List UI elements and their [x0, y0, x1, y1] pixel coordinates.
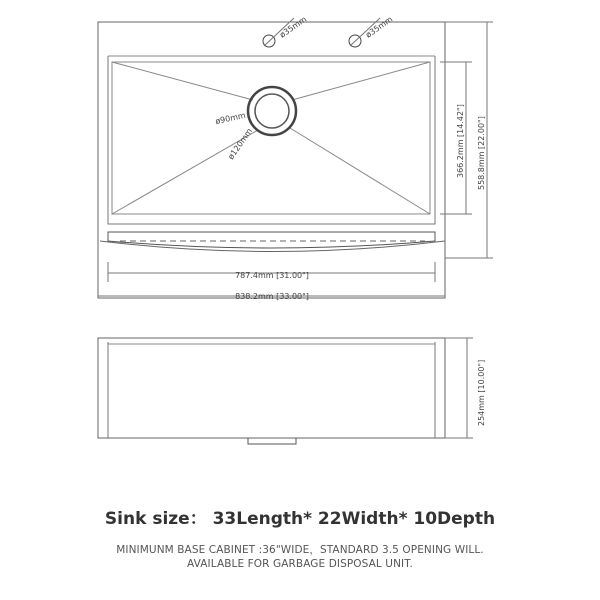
label-drain-inner: ø90mm: [214, 110, 247, 126]
label-bowl-depth: 366.2mm [14.42"]: [456, 104, 465, 178]
top-view: [98, 18, 493, 298]
slope-line: [292, 62, 430, 100]
sink-outer-outline: [98, 22, 445, 298]
drain-inner-ring: [255, 94, 289, 128]
cabinet-note: MINIMUNM BASE CABINET :36"WIDE，STANDARD 3.5 OPENING WILL.: [116, 544, 484, 556]
slope-line: [112, 62, 253, 100]
label-drain-outer: ø120mm: [226, 126, 255, 162]
label-overall-length: 838.2mm [33.00"]: [235, 292, 309, 301]
front-outer-outline: [98, 338, 445, 438]
bowl-outline: [108, 56, 435, 224]
disposal-note: AVAILABLE FOR GARBAGE DISPOSAL UNIT.: [187, 558, 413, 570]
label-hole-left: ø35mm: [277, 14, 309, 40]
label-bowl-length: 787.4mm [31.00"]: [235, 271, 309, 280]
label-overall-width: 558.8mm [22.00"]: [477, 116, 486, 190]
apron-top-view: [108, 232, 435, 248]
bowl-floor: [112, 62, 430, 214]
drain-bottom: [248, 438, 296, 444]
apron-front-curve: [100, 241, 445, 252]
front-view: [98, 338, 473, 444]
sink-size-title: Sink size： 33Length* 22Width* 10Depth: [104, 509, 496, 529]
label-height: 254mm [10.00"]: [477, 359, 486, 426]
slope-line: [290, 128, 430, 214]
label-hole-right: ø35mm: [363, 14, 395, 40]
